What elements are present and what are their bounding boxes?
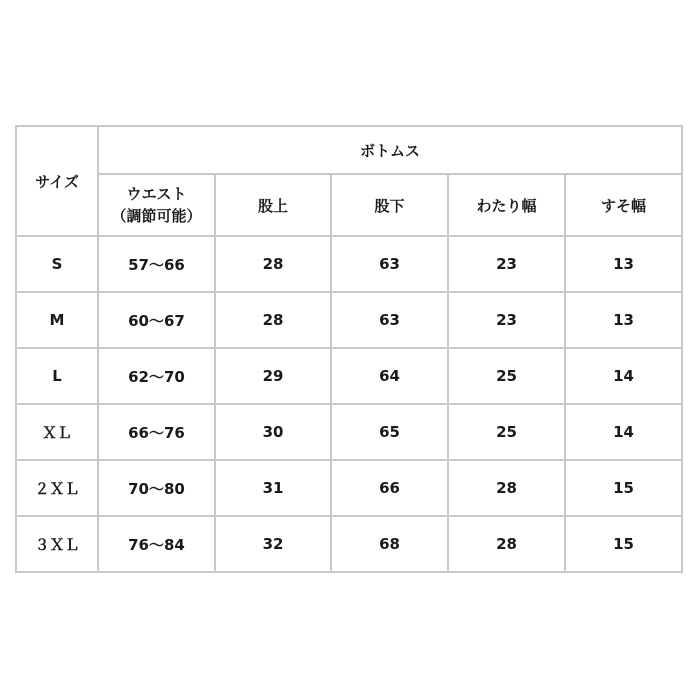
thigh-cell: 23 [448, 236, 565, 292]
hem-cell: 15 [565, 516, 682, 572]
table-row [16, 236, 682, 292]
thigh-cell: 25 [448, 348, 565, 404]
inseam-cell: 63 [331, 236, 448, 292]
rise-cell: 28 [215, 236, 331, 292]
waist-header-cell [98, 174, 215, 236]
thigh-cell: 28 [448, 460, 565, 516]
thigh-cell: 25 [448, 404, 565, 460]
hem-cell: 13 [565, 236, 682, 292]
waist-header [111, 183, 201, 227]
inseam-cell: 63 [331, 292, 448, 348]
hem-header-cell [565, 174, 682, 236]
inseam-header-cell [331, 174, 448, 236]
hem-cell: 14 [565, 404, 682, 460]
bottoms-header-cell [98, 126, 682, 174]
size-cell: S [16, 236, 98, 292]
rise-cell: 32 [215, 516, 331, 572]
size-cell: ＸＬ [16, 404, 98, 460]
rise-cell: 28 [215, 292, 331, 348]
header-row-group [16, 126, 682, 174]
table-row [16, 348, 682, 404]
size-cell: ２ＸＬ [16, 460, 98, 516]
rise-header: 股上 [257, 196, 288, 215]
inseam-cell: 64 [331, 348, 448, 404]
size-cell: ３ＸＬ [16, 516, 98, 572]
waist-header-line1: ウエスト [126, 185, 187, 203]
waist-header-line2: （調節可能） [111, 207, 202, 225]
thigh-cell: 23 [448, 292, 565, 348]
size-cell: L [16, 348, 98, 404]
size-cell: M [16, 292, 98, 348]
hem-cell: 13 [565, 292, 682, 348]
table-row [16, 516, 682, 572]
inseam-cell: 65 [331, 404, 448, 460]
waist-cell: 62〜70 [98, 348, 215, 404]
thigh-cell: 28 [448, 516, 565, 572]
hem-header: すそ幅 [600, 196, 646, 215]
thigh-header-cell [448, 174, 565, 236]
waist-cell: 57〜66 [98, 236, 215, 292]
table-row [16, 460, 682, 516]
size-chart-table [15, 125, 683, 573]
inseam-cell: 66 [331, 460, 448, 516]
waist-cell: 76〜84 [98, 516, 215, 572]
rise-header-cell [215, 174, 331, 236]
waist-cell: 66〜76 [98, 404, 215, 460]
waist-cell: 60〜67 [98, 292, 215, 348]
inseam-header: 股下 [374, 196, 405, 215]
rise-cell: 29 [215, 348, 331, 404]
hem-cell: 14 [565, 348, 682, 404]
rise-cell: 31 [215, 460, 331, 516]
waist-cell: 70〜80 [98, 460, 215, 516]
header-row-columns [16, 174, 682, 236]
rise-cell: 30 [215, 404, 331, 460]
bottoms-header: ボトムス [359, 141, 420, 160]
table-row [16, 404, 682, 460]
inseam-cell: 68 [331, 516, 448, 572]
hem-cell: 15 [565, 460, 682, 516]
thigh-header: わたり幅 [476, 196, 537, 215]
size-header: サイズ [35, 172, 79, 191]
size-header-cell [16, 126, 98, 236]
table-row [16, 292, 682, 348]
